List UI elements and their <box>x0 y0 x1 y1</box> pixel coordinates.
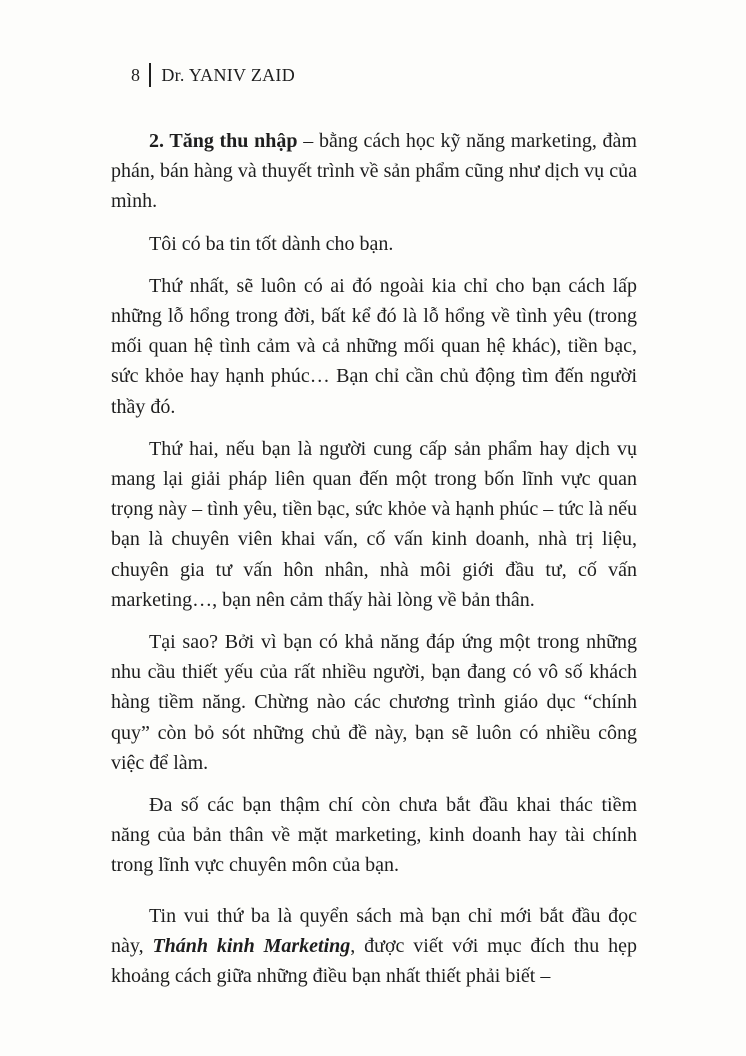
paragraph-income <box>111 126 637 217</box>
body-text <box>111 126 637 991</box>
paragraph-second <box>111 434 637 615</box>
paragraph-lead: 2. Tăng thu nhập <box>149 130 298 152</box>
paragraph-majority <box>111 790 637 881</box>
paragraph-text: – bằng cách học kỹ năng marketing, đàm phán, bán hàng và thuyết trình về sản phẩm cũng như dịch vụ của mình. <box>111 130 637 213</box>
paragraph-text: Tại sao? Bởi vì bạn có khả năng đáp ứng một trong những nhu cầu thiết yếu của rất nhiều người, bạn đang có vô số khách hàng tiềm năng. Chừng nào các chương trình giáo dục “chính quy” còn bỏ sót những chủ đề này, bạn sẽ luôn có nhiều công việc để làm. <box>111 631 637 774</box>
paragraph-text: Đa số các bạn thậm chí còn chưa bắt đầu khai thác tiềm năng của bản thân về mặt marketing, kinh doanh hay tài chính trong lĩnh vực chuyên môn của bạn. <box>111 794 637 877</box>
book-title: Thánh kinh Marketing <box>152 934 351 957</box>
paragraph-why <box>111 627 637 778</box>
paragraph-text: , được viết với mục đích thu hẹp khoảng cách giữa những điều bạn nhất thiết phải biết – <box>111 934 638 988</box>
page-number: 8 <box>131 64 141 85</box>
paragraph-third <box>111 901 637 992</box>
running-header <box>131 60 295 90</box>
paragraph-first <box>111 271 637 422</box>
paragraph-text: Tin vui thứ ba là quyển sách mà bạn chỉ mới bắt đầu đọc này, <box>111 904 637 957</box>
header-divider <box>149 63 151 87</box>
paragraph-text: Tôi có ba tin tốt dành cho bạn. <box>149 232 394 255</box>
paragraph-text: Thứ nhất, sẽ luôn có ai đó ngoài kia chỉ cho bạn cách lấp những lỗ hổng trong đời, bất kể đó là lỗ hổng về tình yêu (trong mối quan hệ tình cảm và cả những mối quan hệ khác), tiền bạc, sức khỏe hay hạnh phúc… Bạn chỉ cần chủ động tìm đến người thầy đó. <box>111 274 637 418</box>
paragraph-text: Thứ hai, nếu bạn là người cung cấp sản phẩm hay dịch vụ mang lại giải pháp liên quan đến một trong bốn lĩnh vực quan trọng này – tình yêu, tiền bạc, sức khỏe và hạnh phúc – tức là nếu bạn là chuyên viên khai vấn, cố vấn kinh doanh, nhà trị liệu, chuyên gia tư vấn hôn nhân, nhà môi giới đầu tư, cố vấn marketing…, bạn nên cảm thấy hài lòng về bản thân. <box>111 437 637 611</box>
paragraph-good-news <box>111 229 637 259</box>
header-author: Dr. YANIV ZAID <box>161 64 296 85</box>
